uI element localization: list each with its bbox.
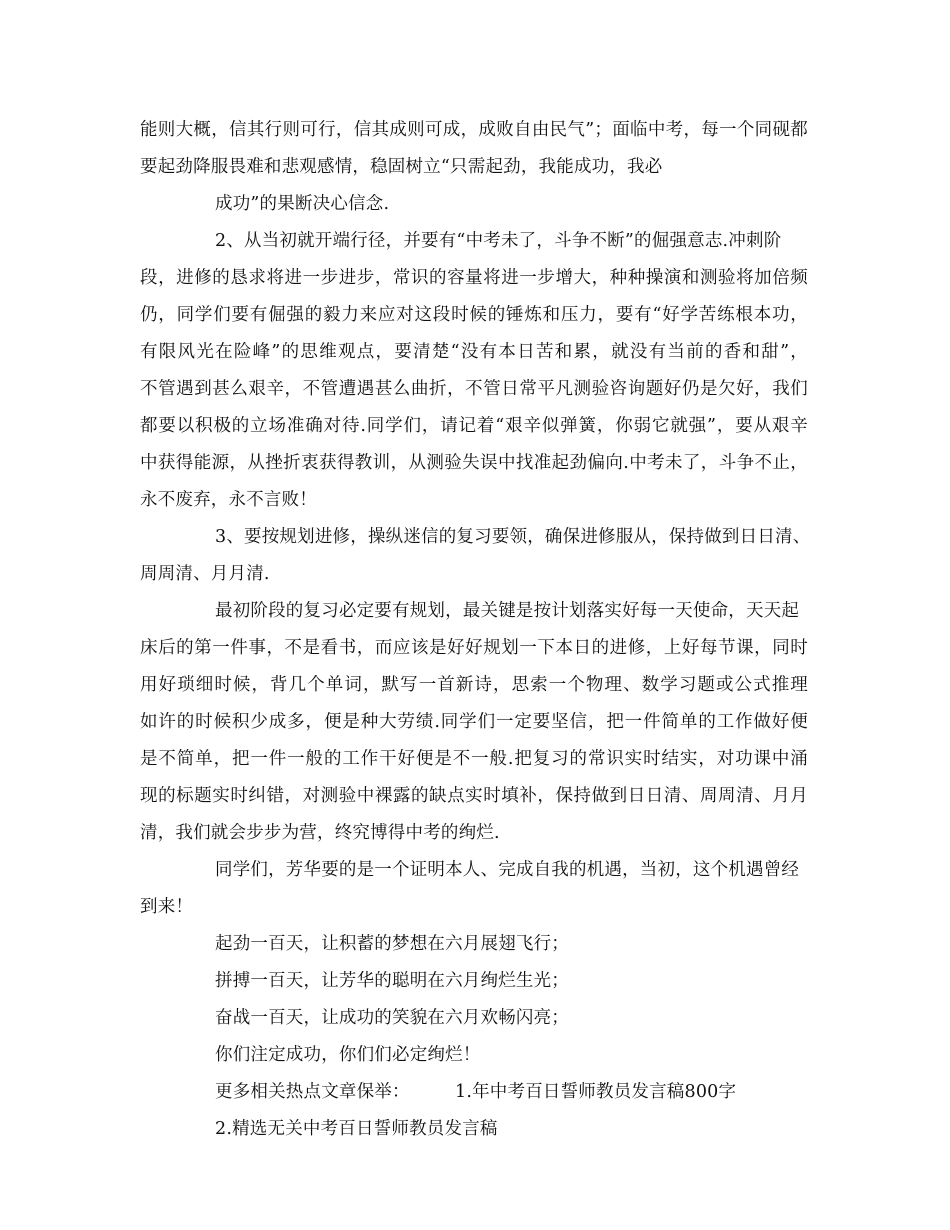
- paragraph-line: 中获得能源，从挫折衷获得教训，从测验失误中找准起劲偏向.中考未了，斗争不止，: [140, 453, 808, 473]
- paragraph-line: 床后的第一件事，不是看书，而应该是好好规划一下本日的进修，上好每节课，同时: [140, 638, 808, 658]
- paragraph-line: 要起劲降服畏难和悲观感情，稳固树立“只需起劲，我能成功，我必: [140, 157, 663, 177]
- paragraph-line: 成功”的果断决心信念.: [215, 194, 390, 214]
- paragraph-line: 2、从当初就开端行径，并要有“中考未了，斗争不断”的倔强意志.冲刺阶: [215, 231, 782, 251]
- paragraph-line: 清，我们就会步步为营，终究博得中考的绚烂.: [140, 823, 500, 843]
- paragraph-line: 周周清、月月清.: [140, 564, 270, 584]
- paragraph-line: 有限风光在险峰”的思维观点，要清楚“没有本日苦和累，就没有当前的香和甜”，: [140, 342, 808, 362]
- verse-line: 奋战一百天，让成功的笑貌在六月欢畅闪亮；: [215, 1008, 569, 1028]
- paragraph-line: 永不废弃，永不言败！: [140, 490, 317, 510]
- paragraph-line: 不管遇到甚么艰辛，不管遭遇甚么曲折，不管日常平凡测验咨询题好仍是欠好，我们: [140, 379, 808, 399]
- paragraph-line: 如许的时候积少成多，便是种大劳绩.同学们一定要坚信，把一件简单的工作做好便: [140, 712, 808, 732]
- related-article-link[interactable]: 2.精选无关中考百日誓师教员发言稿: [215, 1119, 498, 1139]
- verse-line: 你们注定成功，你们们必定绚烂！: [215, 1045, 481, 1065]
- verse-line: 起劲一百天，让积蓄的梦想在六月展翅飞行；: [215, 934, 569, 954]
- paragraph-line: 用好琐细时候，背几个单词，默写一首新诗，思索一个物理、数学习题或公式推理: [140, 675, 808, 695]
- verse-line: 拼搏一百天，让芳华的聪明在六月绚烂生光；: [215, 971, 569, 991]
- paragraph-line: 现的标题实时纠错，对测验中裸露的缺点实时填补，保持做到日日清、周周清、月月: [140, 786, 808, 806]
- paragraph-line: 仍，同学们要有倔强的毅力来应对这段时候的锤炼和压力，要有“好学苦练根本功，: [140, 305, 808, 325]
- paragraph-line: 最初阶段的复习必定要有规划，最关键是按计划落实好每一天使命，天天起: [215, 601, 800, 621]
- paragraph-line: 是不简单，把一件一般的工作干好便是不一般.把复习的常识实时结实，对功课中涌: [140, 749, 808, 769]
- paragraph-line: 到来！: [140, 897, 194, 917]
- related-article-link[interactable]: 1.年中考百日誓师教员发言稿800字: [455, 1082, 737, 1102]
- paragraph-line: 同学们，芳华要的是一个证明本人、完成自我的机遇，当初，这个机遇曾经: [215, 860, 800, 880]
- paragraph-line: 能则大概，信其行则可行，信其成则可成，成败自由民气”；面临中考，每一个同砚都: [140, 120, 808, 140]
- paragraph-line: 都要以积极的立场准确对待.同学们，请记着“艰辛似弹簧，你弱它就强”，要从艰辛: [140, 416, 808, 436]
- paragraph-line: 3、要按规划进修，操纵迷信的复习要领，确保进修服从，保持做到日日清、: [215, 527, 811, 547]
- paragraph-line: 段，进修的恳求将进一步进步，常识的容量将进一步增大，种种操演和测验将加倍频: [140, 268, 808, 288]
- related-articles-label: 更多相关热点文章保举：: [215, 1082, 410, 1102]
